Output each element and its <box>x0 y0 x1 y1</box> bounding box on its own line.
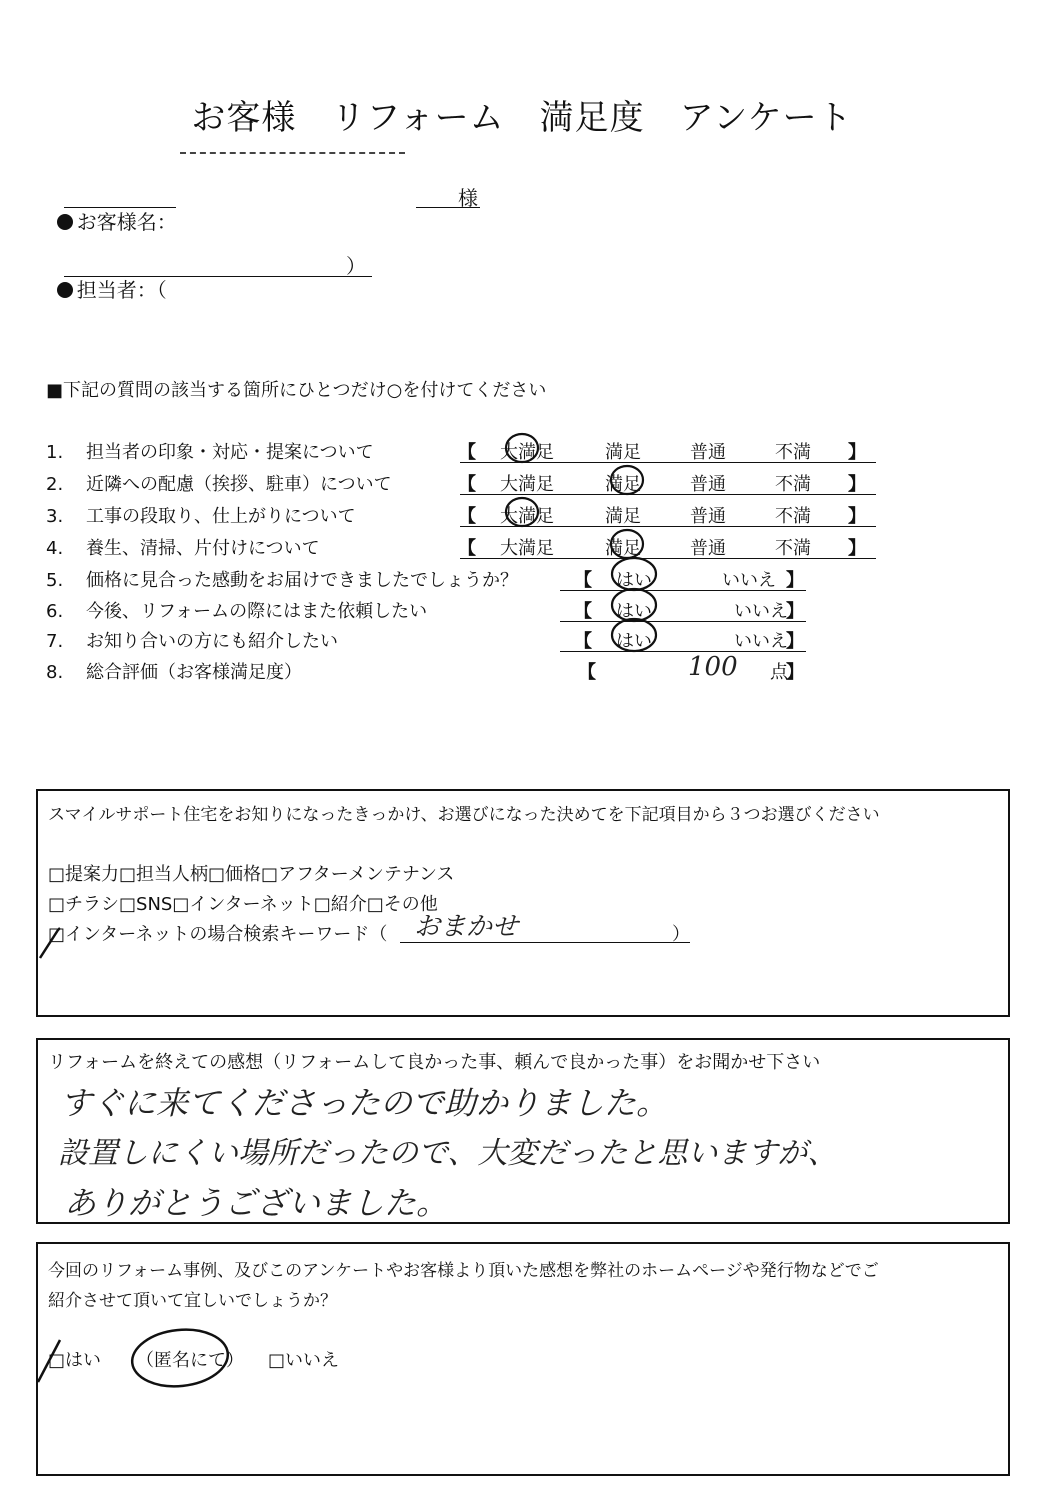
no-option[interactable]: いいえ <box>734 631 788 652</box>
bracket-close: 】 <box>786 601 804 622</box>
impression-heading: リフォームを終えての感想（リフォームして良かった事、頼んで良かった事）をお聞かせ下さい <box>48 1052 821 1073</box>
answer-circle-mark <box>612 619 656 651</box>
no-option[interactable]: いいえ <box>722 570 776 591</box>
answer-circle-mark <box>611 530 643 558</box>
keyword-check-mark <box>40 928 60 958</box>
question-text: お知り合いの方にも紹介したい <box>86 631 338 652</box>
discovery-options-line1[interactable]: □提案力□担当人柄□価格□アフターメンテナンス <box>48 864 455 885</box>
bracket-close: 】 <box>848 538 866 559</box>
question-text: 担当者の印象・対応・提案について <box>86 442 374 463</box>
staff-label: 担当者：（ <box>76 278 167 302</box>
publish-option-yes[interactable]: □はい <box>48 1350 102 1371</box>
search-keyword-input[interactable]: おまかせ <box>414 912 519 942</box>
bracket-open: 【 <box>458 538 476 559</box>
customer-suffix: 様 <box>458 186 478 210</box>
bracket-close: 】 <box>786 662 804 683</box>
survey-title: お客様 リフォーム 満足度 アンケート <box>191 98 853 138</box>
publish-option-no[interactable]: □いいえ <box>268 1350 340 1371</box>
yes-option[interactable]: はい <box>616 631 652 652</box>
score-unit: 点 <box>770 662 788 683</box>
bracket-close: 】 <box>786 570 804 591</box>
question-text: 養生、清掃、片付けについて <box>86 538 320 559</box>
rating-option[interactable]: 不満 <box>775 506 811 527</box>
rating-option[interactable]: 不満 <box>775 442 811 463</box>
discovery-heading: スマイルサポート住宅をお知りになったきっかけ、お選びになった決めてを下記項目から３つお選びください <box>48 805 880 825</box>
publish-option-anonymous[interactable]: （匿名にて） <box>136 1350 244 1371</box>
answer-circle-mark <box>611 466 643 494</box>
bracket-close: 】 <box>848 506 866 527</box>
rating-option[interactable]: 大満足 <box>500 442 554 463</box>
rating-option[interactable]: 満足 <box>605 538 641 559</box>
instruction-text: ■下記の質問の該当する箇所にひとつだけ○を付けてください <box>46 380 547 401</box>
publish-check-mark <box>38 1340 60 1382</box>
bracket-close: 】 <box>848 474 866 495</box>
question-text: 近隣への配慮（挨拶、駐車）について <box>86 474 392 495</box>
question-text: 工事の段取り、仕上がりについて <box>86 506 356 527</box>
question-number: 6. <box>46 601 64 622</box>
rating-option[interactable]: 満足 <box>605 506 641 527</box>
bracket-open: 【 <box>574 631 592 652</box>
rating-option[interactable]: 大満足 <box>500 506 554 527</box>
rating-option[interactable]: 普通 <box>690 538 726 559</box>
question-number: 5. <box>46 570 64 591</box>
rating-option[interactable]: 普通 <box>690 474 726 495</box>
rating-option[interactable]: 不満 <box>775 538 811 559</box>
question-number: 3. <box>46 506 64 527</box>
question-text: 価格に見合った感動をお届けできましたでしょうか？ <box>86 570 518 591</box>
question-number: 7. <box>46 631 64 652</box>
bracket-open: 【 <box>458 442 476 463</box>
bracket-close: 】 <box>786 631 804 652</box>
yes-option[interactable]: はい <box>616 570 652 591</box>
question-number: 1. <box>46 442 64 463</box>
staff-close-paren: ） <box>346 254 366 278</box>
rating-option[interactable]: 不満 <box>775 474 811 495</box>
no-option[interactable]: いいえ <box>734 601 788 622</box>
question-text: 総合評価（お客様満足度） <box>86 662 302 683</box>
rating-option[interactable]: 満足 <box>605 442 641 463</box>
answer-circle-mark <box>506 498 538 526</box>
answer-circle-mark <box>612 589 656 621</box>
bracket-close: 】 <box>848 442 866 463</box>
answer-circle-mark <box>506 434 538 462</box>
rating-option[interactable]: 普通 <box>690 506 726 527</box>
search-keyword-close: ） <box>672 924 690 945</box>
rating-option[interactable]: 普通 <box>690 442 726 463</box>
search-keyword-label: □インターネットの場合検索キーワード（ <box>48 924 388 945</box>
anonymous-circle-mark <box>129 1325 230 1391</box>
question-number: 4. <box>46 538 64 559</box>
bracket-open: 【 <box>574 570 592 591</box>
question-number: 2. <box>46 474 64 495</box>
customer-name-label: お客様名： <box>76 210 177 234</box>
impression-comment-1: すぐに来てくださったので助かりました。 <box>60 1084 669 1122</box>
question-text: 今後、リフォームの際にはまた依頼したい <box>86 601 428 622</box>
impression-comment-3: ありがとうございました。 <box>64 1184 449 1222</box>
yes-option[interactable]: はい <box>616 601 652 622</box>
score-value[interactable]: 100 <box>688 652 738 682</box>
impression-comment-2: 設置しにくい場所だったので、大変だったと思いますが、 <box>58 1136 838 1171</box>
discovery-options-line2[interactable]: □チラシ□SNS□インターネット□紹介□その他 <box>48 894 438 915</box>
bracket-open: 【 <box>458 506 476 527</box>
bracket-open: 【 <box>578 662 596 683</box>
publish-heading-line1: 今回のリフォーム事例、及びこのアンケートやお客様より頂いた感想を弊社のホームページや発行物などでご <box>48 1261 879 1281</box>
answer-circle-mark <box>612 558 656 590</box>
rating-option[interactable]: 大満足 <box>500 538 554 559</box>
bracket-open: 【 <box>574 601 592 622</box>
rating-option[interactable]: 大満足 <box>500 474 554 495</box>
bracket-open: 【 <box>458 474 476 495</box>
rating-option[interactable]: 満足 <box>605 474 641 495</box>
question-number: 8. <box>46 662 64 683</box>
publish-heading-line2: 紹介させて頂いて宜しいでしょうか？ <box>48 1291 337 1311</box>
